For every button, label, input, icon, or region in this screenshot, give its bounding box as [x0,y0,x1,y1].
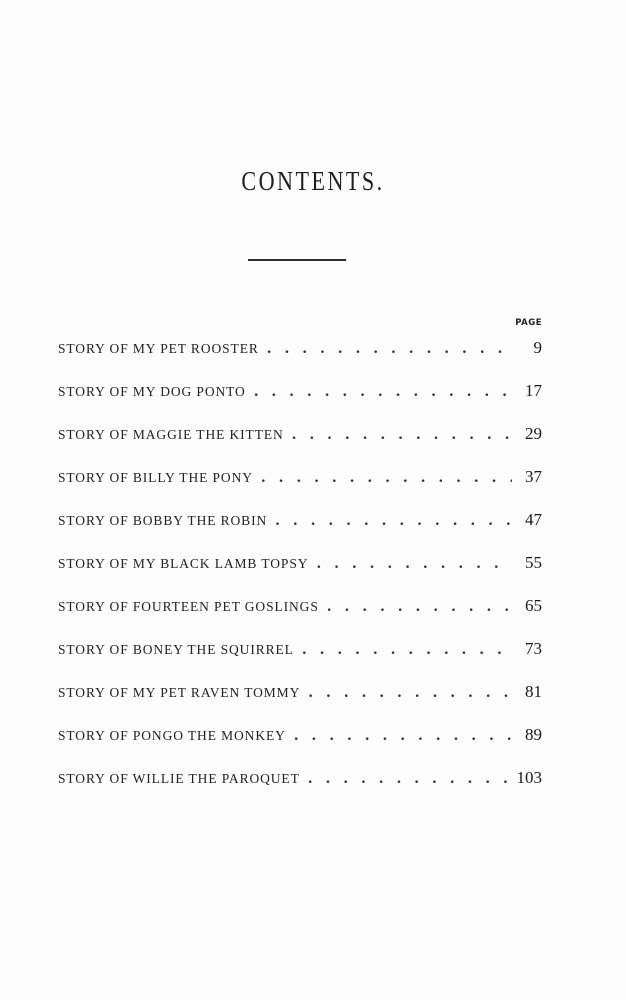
toc-entry-page: 103 [516,768,542,787]
dot-leader [319,592,512,622]
toc-entry-title: STORY OF BILLY THE PONY [58,470,253,485]
toc-entry [58,462,542,505]
toc-entry-page: 37 [525,467,542,486]
dot-leader [294,635,512,665]
dot-leader [267,506,512,536]
toc-entry-title: STORY OF PONGO THE MONKEY [58,728,286,743]
dot-leader [253,463,512,493]
toc-entry-title: STORY OF BONEY THE SQUIRREL [58,642,294,657]
dot-leader [308,549,512,579]
toc-entry-title: STORY OF BOBBY THE ROBIN [58,513,268,528]
page-column-label: PAGE [515,318,542,328]
toc-entry [58,333,542,376]
dot-leader [286,721,512,751]
toc-entry [58,763,542,806]
dot-leader [259,334,512,364]
toc-entry-page: 89 [525,725,542,744]
toc-entry [58,591,542,634]
toc-entry-page: 65 [525,596,542,615]
page-title: CONTENTS. [241,166,385,196]
table-of-contents [58,333,542,806]
toc-entry-title: STORY OF MAGGIE THE KITTEN [58,427,284,442]
toc-entry [58,548,542,591]
toc-entry-page: 47 [525,510,542,529]
toc-entry-page: 17 [525,381,542,400]
dot-leader [300,764,509,794]
toc-entry-page: 73 [525,639,542,658]
dot-leader [246,377,512,407]
toc-entry-title: STORY OF FOURTEEN PET GOSLINGS [58,599,319,614]
toc-entry [58,634,542,677]
toc-entry-title: STORY OF MY PET RAVEN TOMMY [58,685,301,700]
toc-entry-page: 81 [525,682,542,701]
toc-entry-title: STORY OF MY PET ROOSTER [58,341,259,356]
toc-entry-title: STORY OF WILLIE THE PAROQUET [58,771,300,786]
toc-entry [58,505,542,548]
toc-entry-title: STORY OF MY BLACK LAMB TOPSY [58,556,309,571]
toc-entry-title: STORY OF MY DOG PONTO [58,384,246,399]
toc-entry [58,720,542,763]
title-rule [248,259,346,261]
toc-entry-page: 9 [533,338,542,357]
toc-entry [58,677,542,720]
toc-entry [58,419,542,462]
dot-leader [300,678,512,708]
toc-entry [58,376,542,419]
toc-entry-page: 29 [525,424,542,443]
dot-leader [284,420,512,450]
toc-entry-page: 55 [525,553,542,572]
